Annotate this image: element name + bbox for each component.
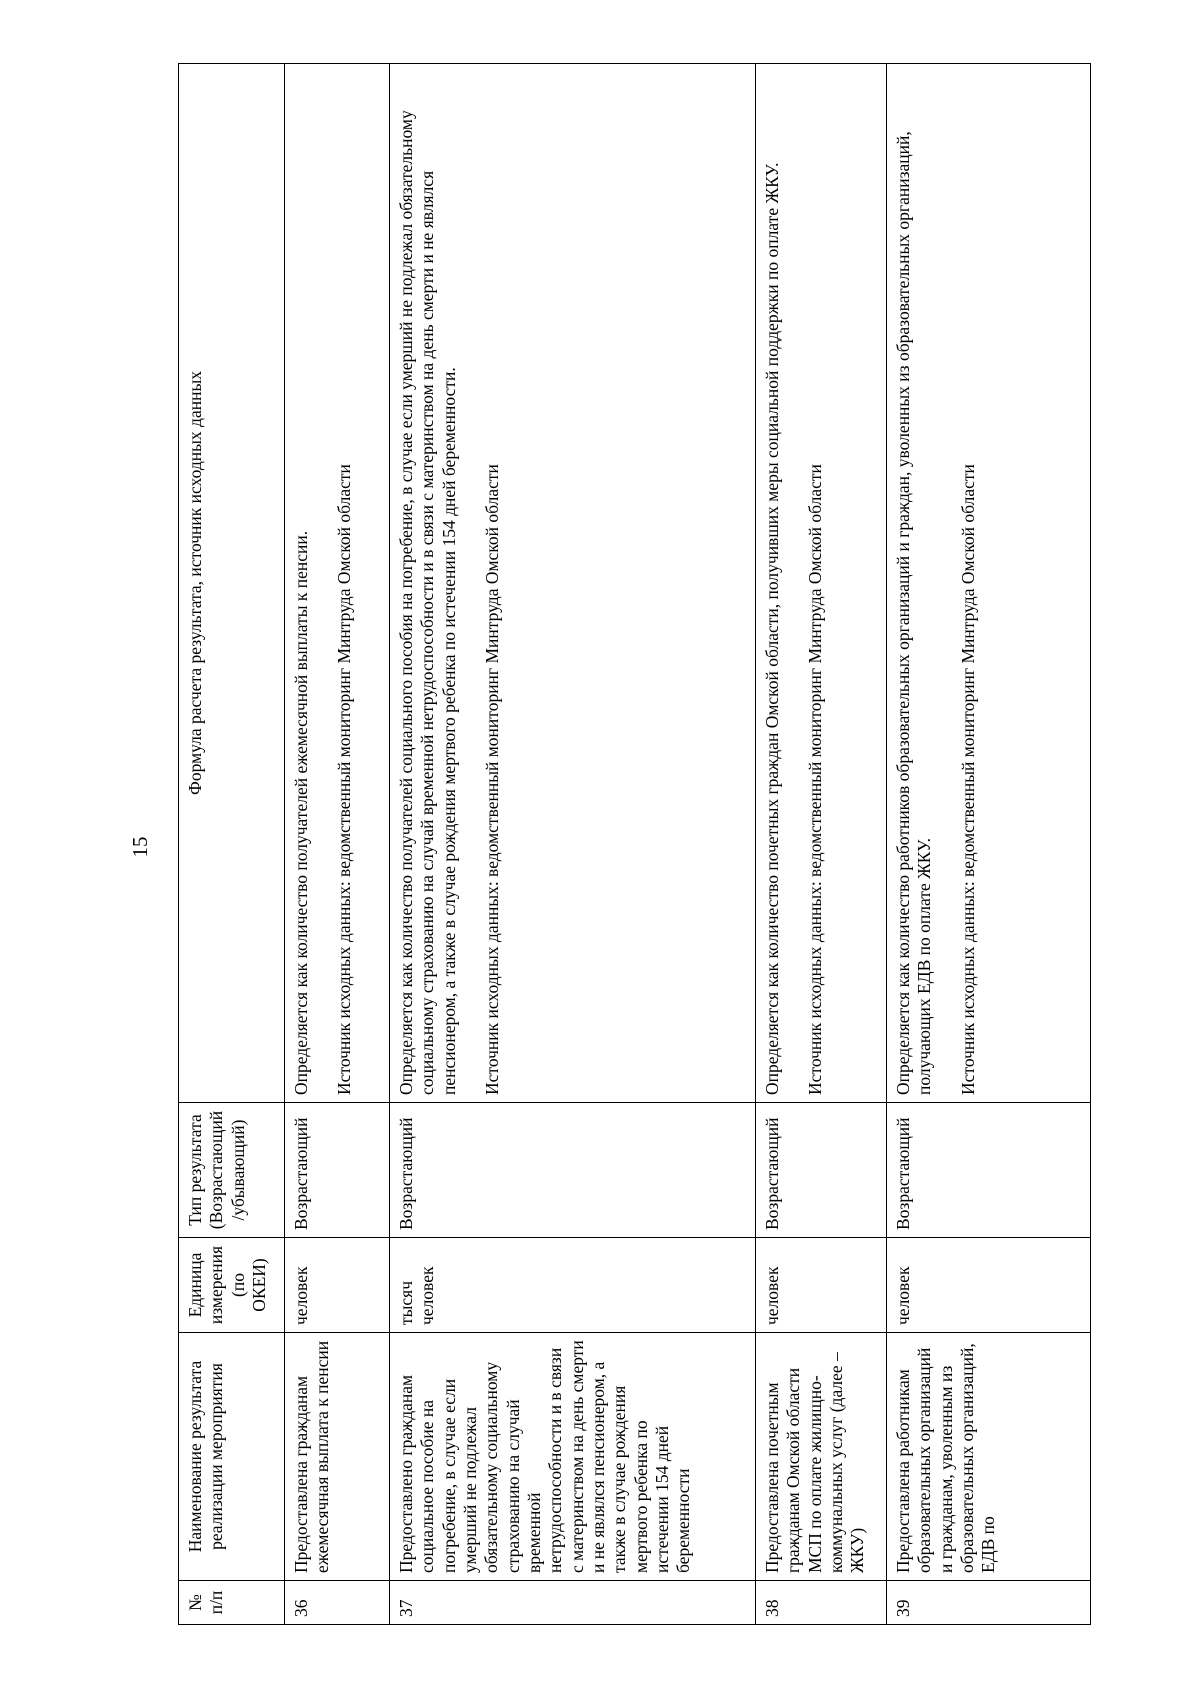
row-unit: тысяч человек [390,1238,756,1333]
header-type: Тип результата (Возрастающий /убывающий) [179,1103,285,1238]
table-row [285,64,390,1625]
row-num: 36 [285,1581,390,1625]
header-num: № п/п [179,1581,285,1625]
table-row [390,64,756,1625]
row-num: 37 [390,1581,756,1625]
formula-text: Определяется как количество работников образовательных организаций и граждан, уволенных из образовательных организаций, получающих ЕДВ по оплате ЖКУ. [893,131,935,1095]
row-type: Возрастающий [756,1103,887,1238]
row-type: Возрастающий [390,1103,756,1238]
row-name: Предоставлена гражданам ежемесячная выплата к пенсии [285,1333,390,1581]
row-formula [390,64,756,1103]
row-type: Возрастающий [887,1103,1091,1238]
table-row [887,64,1091,1625]
row-num: 39 [887,1581,1091,1625]
row-name: Предоставлено гражданам социальное пособие на погребение, в случае если умерший не подлежал обязательному социальному страхованию на случай временной нетрудоспособности и в связи с материнством на день смерти и не являлся пенсионером, а также в случае рождения мертвого ребенка по истечении 154 дней беременности [390,1333,756,1581]
formula-text: Определяется как количество получателей ежемесячной выплаты к пенсии. [291,530,311,1095]
row-name: Предоставлена почетным гражданам Омской области МСП по оплате жилищно-коммунальных услуг (далее – ЖКУ) [756,1333,887,1581]
source-text: Источник исходных данных: ведомственный мониторинг Минтруда Омской области [957,464,978,1095]
row-unit: человек [756,1238,887,1333]
table-header-row [179,64,285,1625]
row-unit: человек [285,1238,390,1333]
table-row [756,64,887,1625]
row-unit: человек [887,1238,1091,1333]
row-type: Возрастающий [285,1103,390,1238]
header-name: Наименование результата реализации мероприятия [179,1333,285,1581]
source-text: Источник исходных данных: ведомственный мониторинг Минтруда Омской области [334,464,355,1095]
results-table [178,63,1091,1625]
header-formula: Формула расчета результата, источник исходных данных [179,64,285,1103]
rotated-table-container [178,63,1090,1625]
formula-text: Определяется как количество почетных граждан Омской области, получивших меры социальной поддержки по оплате ЖКУ. [762,162,782,1095]
row-formula [887,64,1091,1103]
source-text: Источник исходных данных: ведомственный мониторинг Минтруда Омской области [482,464,503,1095]
page-number: 15 [128,836,152,858]
row-formula [285,64,390,1103]
formula-text: Определяется как количество получателей социального пособия на погребение, в случае если умерший не подлежал обязательному социальному страхованию на случай временной нетрудоспособности и в связи с материнством на день смерти и не являлся пенсионером, а также в случае рождения мертвого ребенка по истечении 154 дней беременности. [396,110,459,1095]
header-unit: Единица измерения (по ОКЕИ) [179,1238,285,1333]
source-text: Источник исходных данных: ведомственный мониторинг Минтруда Омской области [805,464,826,1095]
row-formula [756,64,887,1103]
row-num: 38 [756,1581,887,1625]
row-name: Предоставлена работникам образовательных организаций и гражданам, уволенным из образовательных организаций, ЕДВ по [887,1333,1091,1581]
